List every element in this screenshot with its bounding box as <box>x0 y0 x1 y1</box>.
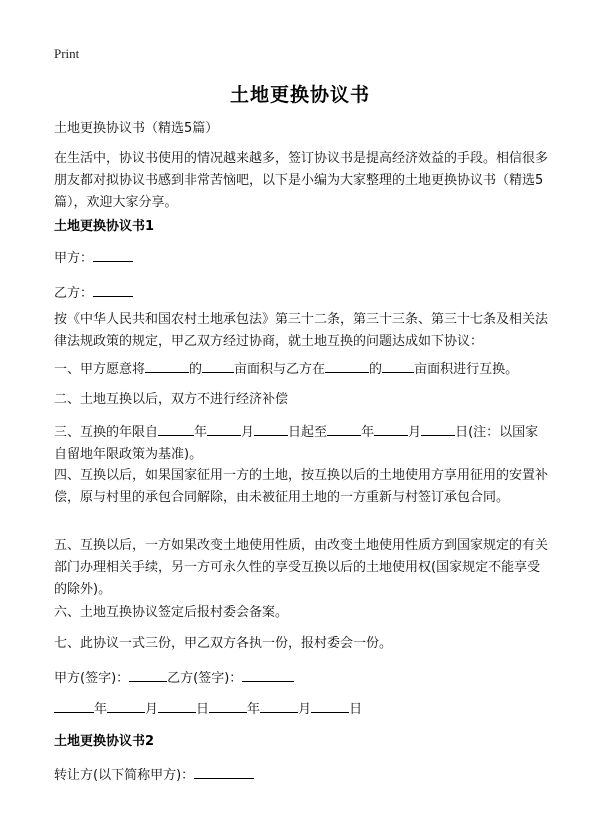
clause-3 <box>54 420 548 466</box>
party-a-line <box>54 246 548 270</box>
clause-1-blank <box>145 357 189 373</box>
signature-line <box>54 666 548 690</box>
clause-1-blank <box>382 357 414 373</box>
party-b-line <box>54 281 548 305</box>
clause-3-text: 年 <box>361 425 375 440</box>
party-a-label: 甲方： <box>54 251 94 266</box>
clause-5: 五、互换以后，一方如果改变土地使用性质，由改变土地使用性质方到国家规定的有关部门办理相关手续，另一方可永久性的享受互换以后的土地使用权(国家规定不能享受的除外)。 <box>54 538 549 597</box>
party-a-blank <box>93 246 133 262</box>
document-title: 土地更换协议书 <box>229 84 370 106</box>
sign-a-blank <box>129 666 167 682</box>
date-blank <box>311 697 349 713</box>
sign-b-label: 乙方(签字)： <box>167 671 243 686</box>
transferor-label: 转让方(以下简称甲方)： <box>54 768 195 783</box>
clause-3-text: 年 <box>194 425 208 440</box>
clause-3-blank <box>374 420 408 436</box>
date-year: 年 <box>94 702 108 717</box>
clause-1 <box>54 357 548 381</box>
section1-heading: 土地更换协议书1 <box>54 219 155 234</box>
clause-3-blank <box>158 420 194 436</box>
date-blank <box>209 697 247 713</box>
clause-3-blank <box>421 420 455 436</box>
sign-b-blank <box>242 666 294 682</box>
clause-3-text: 日(注：以国家自留地年限政策为基准)。 <box>54 425 539 462</box>
date-year: 年 <box>247 702 261 717</box>
clause-3-blank <box>207 420 241 436</box>
sign-a-label: 甲方(签字)： <box>54 671 130 686</box>
date-blank <box>158 697 196 713</box>
clause-3-text: 日起至 <box>288 425 328 440</box>
party-b-label: 乙方： <box>54 286 94 301</box>
transferor-line <box>54 763 548 787</box>
clause-3-text: 三、互换的年限自 <box>54 425 159 440</box>
document-subtitle: 土地更换协议书（精选5篇） <box>54 121 219 136</box>
clause-3-text: 月 <box>241 425 255 440</box>
clause-1-text: 亩面积与乙方在 <box>234 362 326 377</box>
print-link[interactable]: Print <box>54 46 80 61</box>
clause-1-text: 的 <box>189 362 203 377</box>
date-blank <box>107 697 145 713</box>
date-blank <box>260 697 298 713</box>
clause-1-blank <box>325 357 369 373</box>
date-line <box>54 697 548 721</box>
clause-1-text: 一、甲方愿意将 <box>54 362 146 377</box>
clause-1-blank <box>202 357 234 373</box>
party-b-blank <box>93 281 133 297</box>
clause-6: 六、土地互换协议签定后报村委会备案。 <box>54 605 289 620</box>
clause-3-blank <box>327 420 361 436</box>
clause-1-text: 亩面积进行互换。 <box>414 362 519 377</box>
clause-4: 四、互换以后，如果国家征用一方的土地，按互换以后的土地使用方享用征用的安置补偿，原与村里的承包合同解除，由未被征用土地的一方重新与村签订承包合同。 <box>54 468 549 505</box>
clause-3-blank <box>254 420 288 436</box>
clause-1-text: 的 <box>369 362 383 377</box>
date-blank <box>54 697 94 713</box>
clause-7: 七、此协议一式三份，甲乙双方各执一份，报村委会一份。 <box>54 636 393 651</box>
section2-heading: 土地更换协议书2 <box>54 734 155 749</box>
intro-paragraph: 在生活中，协议书使用的情况越来越多，签订协议书是提高经济效益的手段。相信很多朋友都对拟协议书感到非常苦恼吧，以下是小编为大家整理的土地更换协议书（精选5篇），欢迎大家分享。 <box>54 151 549 210</box>
transferor-blank <box>194 763 254 779</box>
date-month: 月 <box>298 702 312 717</box>
clause-2: 二、土地互换以后，双方不进行经济补偿 <box>54 392 289 407</box>
date-day: 日 <box>349 702 363 717</box>
date-day: 日 <box>196 702 210 717</box>
preamble-paragraph: 按《中华人民共和国农村土地承包法》第三十二条，第三十三条、第三十七条及相关法律法规政策的规定，甲乙双方经过协商，就土地互换的问题达成如下协议： <box>54 312 549 349</box>
date-month: 月 <box>145 702 159 717</box>
clause-3-text: 月 <box>408 425 422 440</box>
